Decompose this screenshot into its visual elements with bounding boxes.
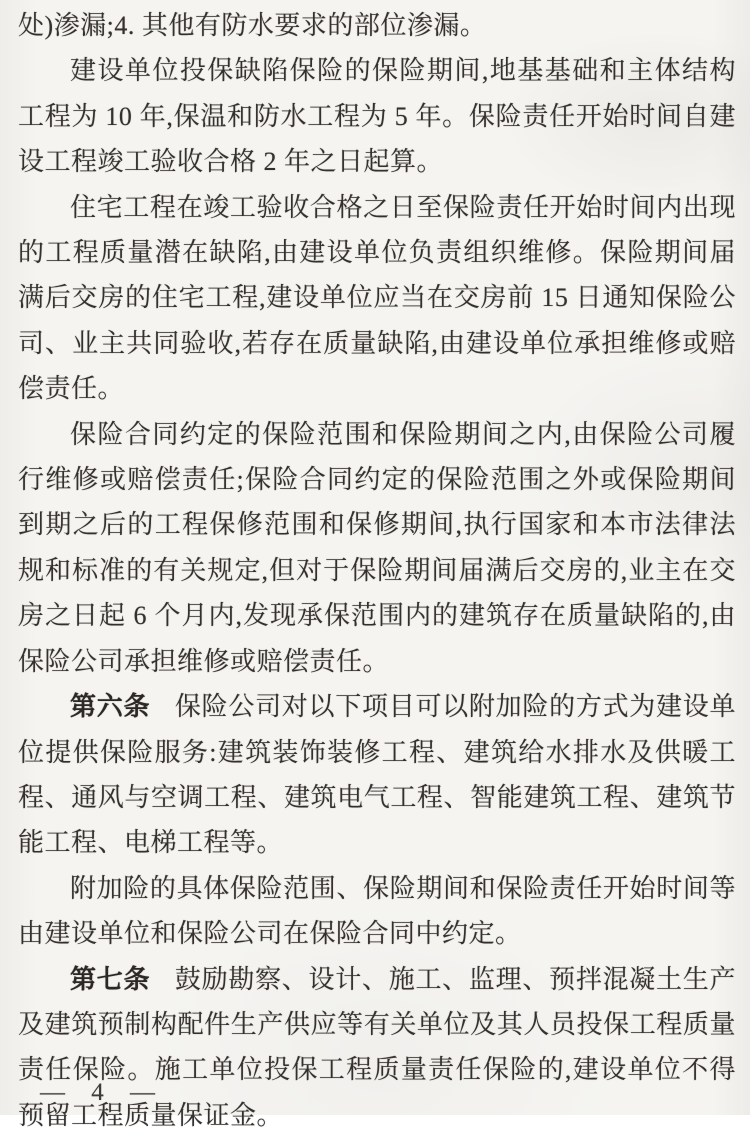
paragraph-text: 保险公司对以下项目可以附加险的方式为建设单位提供保险服务:建筑装饰装修工程、建筑给水排水及供暖工程、通风与空调工程、建筑电气工程、智能建筑工程、建筑节能工程、电梯工程等。 bbox=[18, 692, 736, 858]
paragraph-continuation bbox=[18, 3, 736, 48]
paragraph-text: 鼓励勘察、设计、施工、监理、预拌混凝土生产及建筑预制构配件生产供应等有关单位及其人员投保工程质量责任保险。施工单位投保工程质量责任保险的,建设单位不得预留工程质量保证金。 bbox=[18, 964, 736, 1130]
paragraph-text: 建设单位投保缺陷保险的保险期间,地基基础和主体结构工程为 10 年,保温和防水工程为 5 年。保险责任开始时间自建设工程竣工验收合格 2 年之日起算。 bbox=[18, 56, 736, 177]
paragraph-liability-scope bbox=[18, 412, 736, 684]
page-number: — 4 — bbox=[40, 1079, 157, 1106]
article-7-heading: 第七条 bbox=[70, 963, 151, 994]
article-6-heading: 第六条 bbox=[70, 691, 151, 722]
paragraph-rider-terms bbox=[18, 866, 736, 957]
paragraph-text: 保险合同约定的保险范围和保险期间之内,由保险公司履行维修或赔偿责任;保险合同约定的保险范围之外或保险期间到期之后的工程保修范围和保修期间,执行国家和本市法律法规和标准的有关规定,但对于保险期间届满后交房的,业主在交房之日起 6 个月内,发现承保范围内的建筑存在质量缺陷的,由保险公司承担维修或赔偿责任。 bbox=[18, 419, 736, 676]
paragraph-insurance-period bbox=[18, 48, 736, 184]
paragraph-defects-before-start bbox=[18, 185, 736, 412]
document-body bbox=[18, 3, 736, 1138]
paragraph-text: 附加险的具体保险范围、保险期间和保险责任开始时间等由建设单位和保险公司在保险合同中约定。 bbox=[18, 873, 736, 949]
paragraph-text: 住宅工程在竣工验收合格之日至保险责任开始时间内出现的工程质量潜在缺陷,由建设单位负责组织维修。保险期间届满后交房的住宅工程,建设单位应当在交房前 15 日通知保险公司、业主共同验收,若存在质量缺陷,由建设单位承担维修或赔偿责任。 bbox=[18, 192, 736, 404]
paragraph-article-6 bbox=[18, 684, 736, 866]
paragraph-article-7 bbox=[18, 957, 736, 1138]
paragraph-text: 处)渗漏;4. 其他有防水要求的部位渗漏。 bbox=[18, 11, 487, 40]
page-footer bbox=[40, 1079, 157, 1107]
